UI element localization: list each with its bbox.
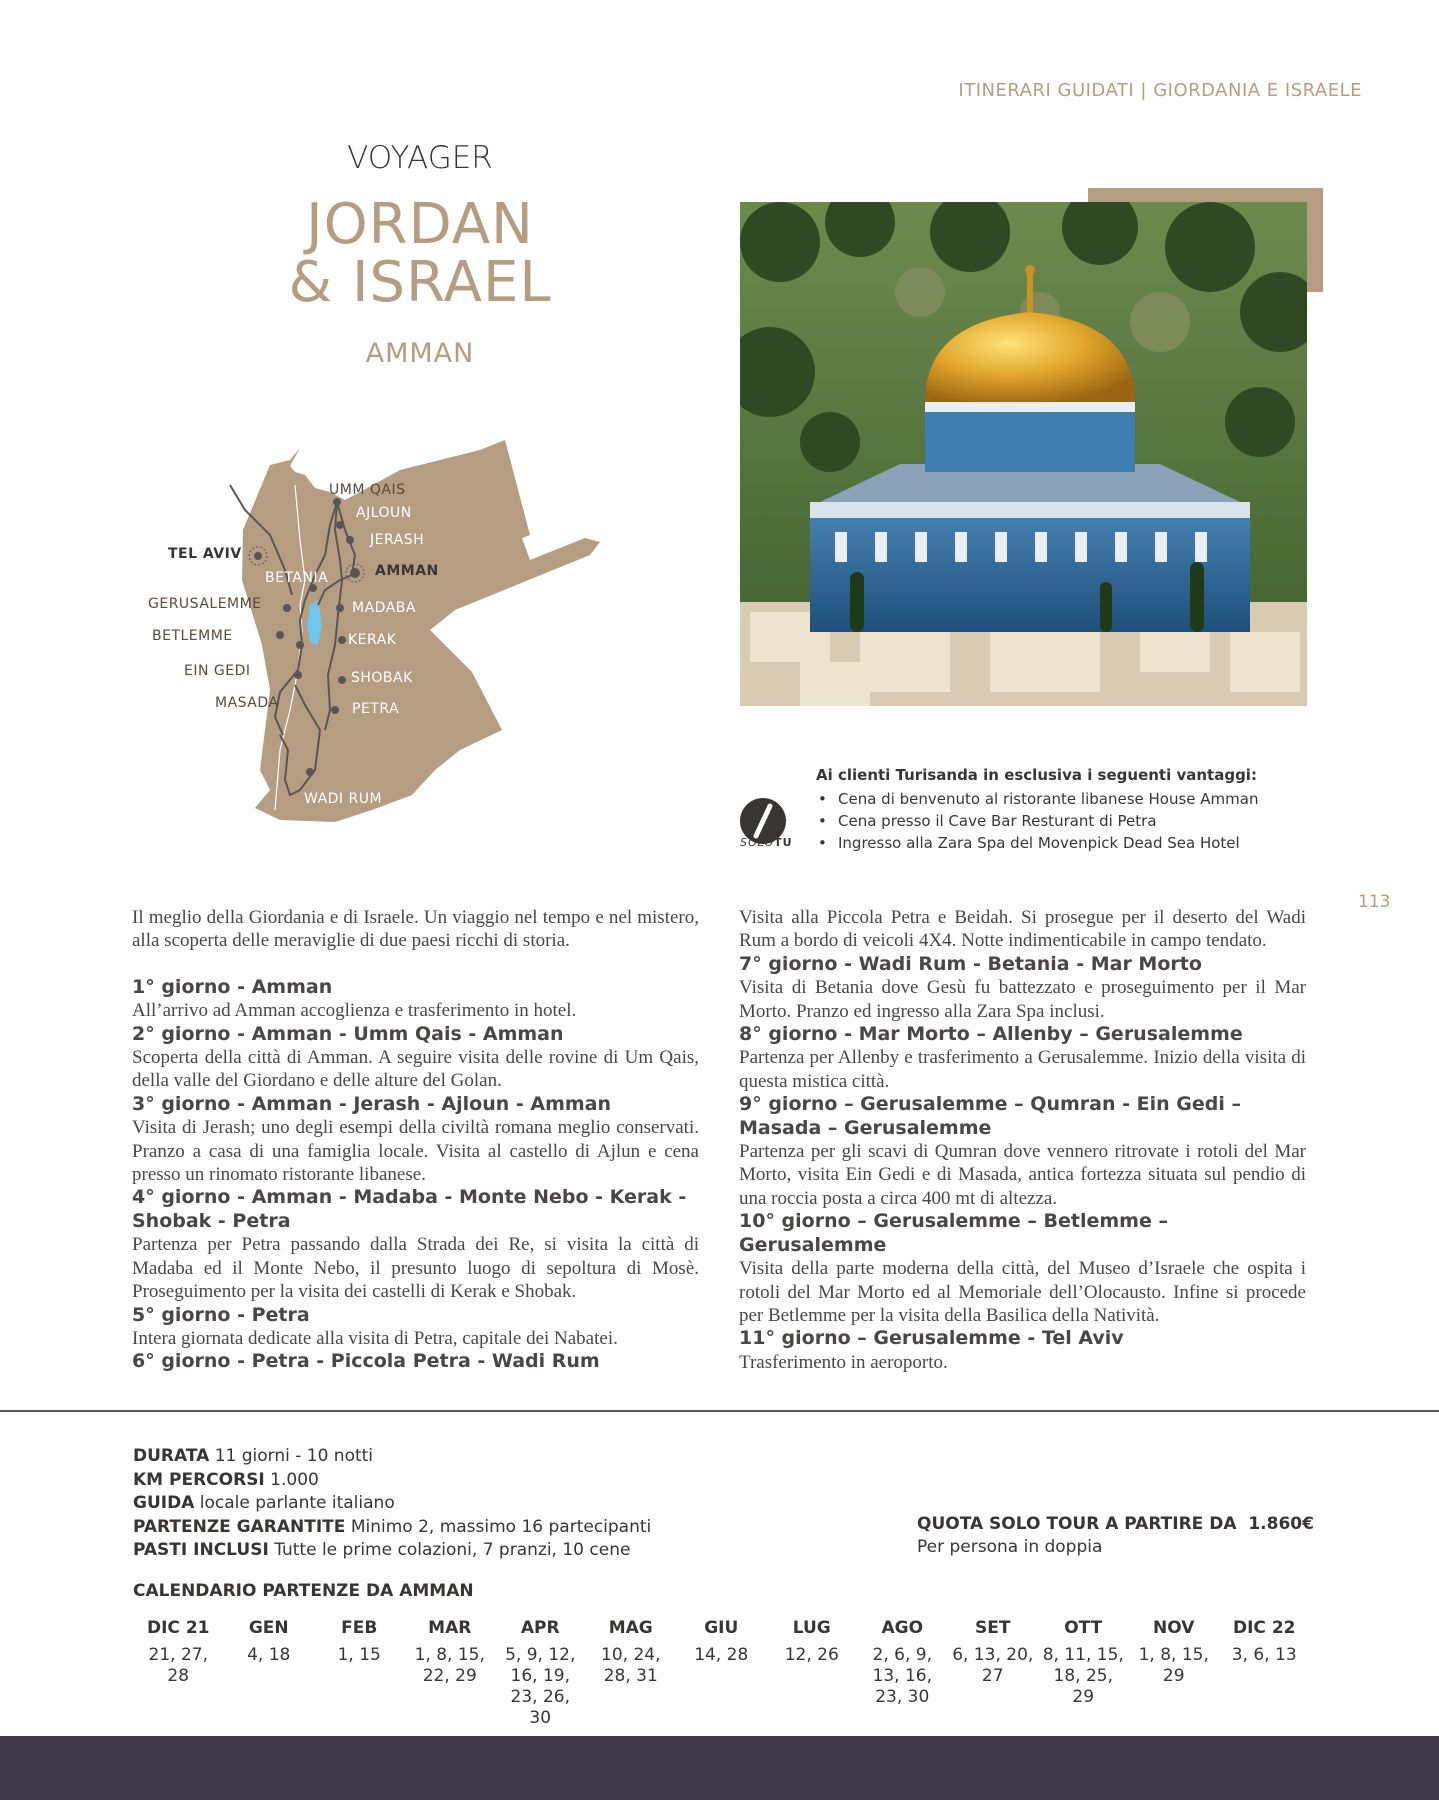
detail-value: Minimo 2, massimo 16 partecipanti bbox=[350, 1516, 652, 1537]
calendar-days: 6, 13, 20, 27 bbox=[952, 1645, 1034, 1686]
calendar-month: SET bbox=[975, 1618, 1011, 1638]
label-wadi-rum: WADI RUM bbox=[304, 791, 383, 807]
label-shobak: SHOBAK bbox=[351, 670, 413, 686]
day-heading: 4° giorno - Amman - Madaba - Monte Nebo - Kerak - Shobak - Petra bbox=[132, 1186, 687, 1232]
page-number: 113 bbox=[1358, 892, 1391, 912]
detail-label: PARTENZE GARANTITE bbox=[133, 1516, 346, 1537]
calendar-month: APR bbox=[520, 1618, 560, 1638]
section-header: ITINERARI GUIDATI | GIORDANIA E ISRAELE bbox=[958, 80, 1362, 101]
dot-amman bbox=[350, 568, 360, 578]
day-heading: 11° giorno – Gerusalemme - Tel Aviv bbox=[739, 1327, 1124, 1350]
price-block bbox=[917, 1514, 1337, 1557]
calendar-days: 12, 26 bbox=[784, 1645, 839, 1665]
day-heading: 8° giorno - Mar Morto – Allenby – Gerusalemme bbox=[739, 1023, 1243, 1046]
calendar-days: 3, 6, 13 bbox=[1231, 1645, 1297, 1665]
day-text: Visita di Jerash; uno degli esempi della civiltà romana meglio conservati. Pranzo a casa di una famiglia locale. Visita al castello di Ajlun e cena presso un rinomato ristorante libanese. bbox=[132, 1117, 699, 1186]
price-line bbox=[917, 1514, 1337, 1534]
calendar-column bbox=[1038, 1613, 1129, 1729]
label-gerusalemme: GERUSALEMME bbox=[148, 596, 262, 612]
calendar-month: GEN bbox=[248, 1618, 289, 1638]
detail-value: 1.000 bbox=[270, 1469, 319, 1490]
itinerary-right-column bbox=[739, 906, 1306, 1374]
calendar-days: 10, 24, 28, 31 bbox=[601, 1645, 661, 1686]
dot-ajloun bbox=[336, 521, 344, 529]
calendar-month: MAG bbox=[608, 1618, 653, 1638]
price-label: QUOTA SOLO TOUR A PARTIRE DA bbox=[917, 1514, 1237, 1534]
calendar-month: FEB bbox=[341, 1618, 378, 1638]
day-text: Intera giornata dedicate alla visita di Petra, capitale dei Nabatei. bbox=[132, 1327, 618, 1349]
calendar-column bbox=[857, 1613, 948, 1729]
day-heading: 2° giorno - Amman - Umm Qais - Amman bbox=[132, 1022, 564, 1045]
calendar-column bbox=[495, 1613, 586, 1729]
calendar-days: 1, 8, 15, 22, 29 bbox=[414, 1645, 485, 1686]
perks-title: Ai clienti Turisanda in esclusiva i seguenti vantaggi: bbox=[816, 766, 1257, 784]
day-heading: 7° giorno - Wadi Rum - Betania - Mar Morto bbox=[739, 952, 1202, 975]
label-kerak: KERAK bbox=[348, 632, 397, 648]
tour-details bbox=[133, 1445, 833, 1563]
detail-label: KM PERCORSI bbox=[133, 1469, 265, 1490]
calendar-title: CALENDARIO PARTENZE DA AMMAN bbox=[133, 1581, 474, 1601]
label-masada: MASADA bbox=[215, 695, 279, 711]
calendar-column bbox=[224, 1613, 315, 1729]
day-heading: 3° giorno - Amman - Jerash - Ajloun - Amman bbox=[132, 1092, 612, 1115]
detail-label: GUIDA bbox=[133, 1493, 195, 1513]
calendar-days: 2, 6, 9, 13, 16, 23, 30 bbox=[872, 1645, 932, 1707]
calendar-month: GIU bbox=[704, 1618, 739, 1638]
calendar-column bbox=[405, 1613, 496, 1729]
day-heading: 9° giorno – Gerusalemme – Qumran - Ein Gedi – Masada – Gerusalemme bbox=[739, 1093, 1241, 1139]
label-petra: PETRA bbox=[352, 701, 400, 717]
calendar-column bbox=[948, 1613, 1039, 1729]
departure-calendar bbox=[133, 1613, 1313, 1729]
calendar-days: 4, 18 bbox=[247, 1645, 291, 1665]
section-divider bbox=[0, 1410, 1439, 1412]
dot-petra bbox=[331, 706, 339, 714]
calendar-days: 5, 9, 12, 16, 19, 23, 26, 30 bbox=[505, 1645, 576, 1728]
calendar-days: 14, 28 bbox=[694, 1645, 749, 1665]
detail-km bbox=[133, 1469, 833, 1493]
label-amman: AMMAN bbox=[375, 563, 439, 579]
detail-durata bbox=[133, 1445, 833, 1469]
perks-list bbox=[816, 788, 1258, 854]
detail-partenze bbox=[133, 1516, 833, 1540]
detail-label: DURATA bbox=[133, 1446, 210, 1466]
route-map bbox=[130, 430, 640, 830]
label-ajloun: AJLOUN bbox=[356, 505, 412, 521]
label-tel-aviv: TEL AVIV bbox=[168, 546, 242, 562]
detail-pasti bbox=[133, 1539, 833, 1563]
calendar-month: OTT bbox=[1064, 1618, 1103, 1638]
perk-item: • Cena presso il Cave Bar Resturant di Petra bbox=[816, 810, 1258, 832]
solotu-logo-text bbox=[740, 836, 793, 849]
calendar-month: NOV bbox=[1153, 1618, 1195, 1638]
calendar-column bbox=[314, 1613, 405, 1729]
day-text: All’arrivo ad Amman accoglienza e trasferimento in hotel. bbox=[132, 1000, 577, 1022]
day-text: Partenza per gli scavi di Qumran dove vennero ritrovate i rotoli del Mar Morto, visita Ein Gedi e di Masada, antica fortezza situata sul pendio di una roccia posta a circa 400 mt di altezza. bbox=[739, 1141, 1306, 1209]
day-heading: 6° giorno - Petra - Piccola Petra - Wadi Rum bbox=[132, 1350, 600, 1373]
dome-of-the-rock-image bbox=[740, 202, 1307, 706]
label-umm-qais: UMM QAIS bbox=[329, 482, 406, 498]
dot-ein-gedi bbox=[296, 641, 304, 649]
dot-madaba bbox=[336, 604, 344, 612]
calendar-column bbox=[1219, 1613, 1310, 1729]
label-jerash: JERASH bbox=[370, 532, 425, 548]
detail-value: Tutte le prime colazioni, 7 pranzi, 10 cene bbox=[274, 1540, 631, 1560]
dot-shobak bbox=[338, 676, 346, 684]
price-note: Per persona in doppia bbox=[917, 1537, 1103, 1557]
itinerary-left-column bbox=[132, 906, 699, 1374]
detail-value: 11 giorni - 10 notti bbox=[214, 1446, 374, 1466]
photo-illustration bbox=[740, 202, 1307, 706]
calendar-column bbox=[133, 1613, 224, 1729]
dot-umm-qais bbox=[333, 498, 341, 506]
perk-item: • Cena di benvenuto al ristorante libanese House Amman bbox=[816, 788, 1258, 810]
tour-title-line1: JORDAN bbox=[306, 192, 534, 257]
solotu-logo-text-a: SOLO bbox=[740, 836, 775, 849]
itinerary-intro: Il meglio della Giordania e di Israele. Un viaggio nel tempo e nel mistero, alla scoperta delle meraviglie di due paesi ricchi di storia. bbox=[132, 907, 699, 952]
dot-jerash bbox=[346, 536, 354, 544]
calendar-days: 1, 15 bbox=[337, 1645, 381, 1665]
label-ein-gedi: EIN GEDI bbox=[184, 663, 251, 679]
tour-title-line2: & ISRAEL bbox=[288, 250, 552, 315]
calendar-days: 21, 27, 28 bbox=[148, 1645, 208, 1686]
dot-tel-aviv bbox=[254, 552, 262, 560]
day-text: Visita della parte moderna della città, del Museo d’Israele che ospita i rotoli del Mar Morto ed al Memoriale dell’Olocausto. Infine si procede per Betlemme per la visita della Basilica della Natività. bbox=[739, 1258, 1306, 1326]
dot-gerusalemme bbox=[283, 604, 291, 612]
day-text: Trasferimento in aeroporto. bbox=[739, 1351, 948, 1373]
calendar-column bbox=[676, 1613, 767, 1729]
label-betania: BETANIA bbox=[265, 570, 329, 586]
footer-bar bbox=[0, 1736, 1439, 1800]
day-text: Visita di Betania dove Gesù fu battezzato e proseguimento per il Mar Morto. Pranzo ed ingresso alla Zara Spa inclusi. bbox=[739, 977, 1306, 1022]
calendar-days: 1, 8, 15, 29 bbox=[1138, 1645, 1209, 1686]
dot-masada bbox=[294, 671, 302, 679]
day-heading: 1° giorno - Amman bbox=[132, 975, 333, 998]
calendar-month: DIC 22 bbox=[1233, 1618, 1296, 1638]
price-value: 1.860€ bbox=[1248, 1514, 1314, 1534]
dot-betlemme bbox=[276, 631, 284, 639]
dot-kerak bbox=[338, 636, 346, 644]
tour-title bbox=[240, 192, 600, 315]
label-betlemme: BETLEMME bbox=[152, 628, 233, 644]
day-text: Partenza per Petra passando dalla Strada dei Re, si visita la città di Madaba ed il Monte Nebo, il presunto luogo di sepoltura di Mosè. Proseguimento per la visita dei castelli di Kerak e Shobak. bbox=[132, 1234, 699, 1303]
day-heading: 5° giorno - Petra bbox=[132, 1303, 310, 1326]
calendar-days: 8, 11, 15, 18, 25, 29 bbox=[1042, 1645, 1124, 1707]
calendar-column bbox=[1129, 1613, 1220, 1729]
calendar-column bbox=[767, 1613, 858, 1729]
detail-label: PASTI INCLUSI bbox=[133, 1540, 269, 1560]
detail-value: locale parlante italiano bbox=[199, 1493, 395, 1513]
day-text: Partenza per Allenby e trasferimento a Gerusalemme. Inizio della visita di questa mistica città. bbox=[739, 1047, 1306, 1092]
day-text: Scoperta della città di Amman. A seguire visita delle rovine di Um Qais, della valle del Giordano e delle alture del Golan. bbox=[132, 1047, 699, 1092]
day-text: Visita alla Piccola Petra e Beidah. Si prosegue per il deserto del Wadi Rum a bordo di veicoli 4X4. Notte indimenticabile in campo tendato. bbox=[739, 907, 1306, 952]
solotu-logo-text-b: TU bbox=[774, 836, 793, 849]
calendar-month: MAR bbox=[428, 1618, 472, 1638]
label-madaba: MADABA bbox=[352, 600, 416, 616]
detail-guida bbox=[133, 1492, 833, 1516]
tour-subtitle: AMMAN bbox=[365, 338, 475, 369]
tour-series: VOYAGER bbox=[347, 140, 493, 176]
calendar-month: AGO bbox=[881, 1618, 924, 1638]
perk-item: • Ingresso alla Zara Spa del Movenpick Dead Sea Hotel bbox=[816, 832, 1258, 854]
day-heading: 10° giorno – Gerusalemme – Betlemme – Gerusalemme bbox=[739, 1210, 1168, 1256]
dot-wadi-rum bbox=[306, 768, 314, 776]
calendar-column bbox=[586, 1613, 677, 1729]
calendar-month: DIC 21 bbox=[147, 1618, 210, 1638]
calendar-month: LUG bbox=[792, 1618, 831, 1638]
